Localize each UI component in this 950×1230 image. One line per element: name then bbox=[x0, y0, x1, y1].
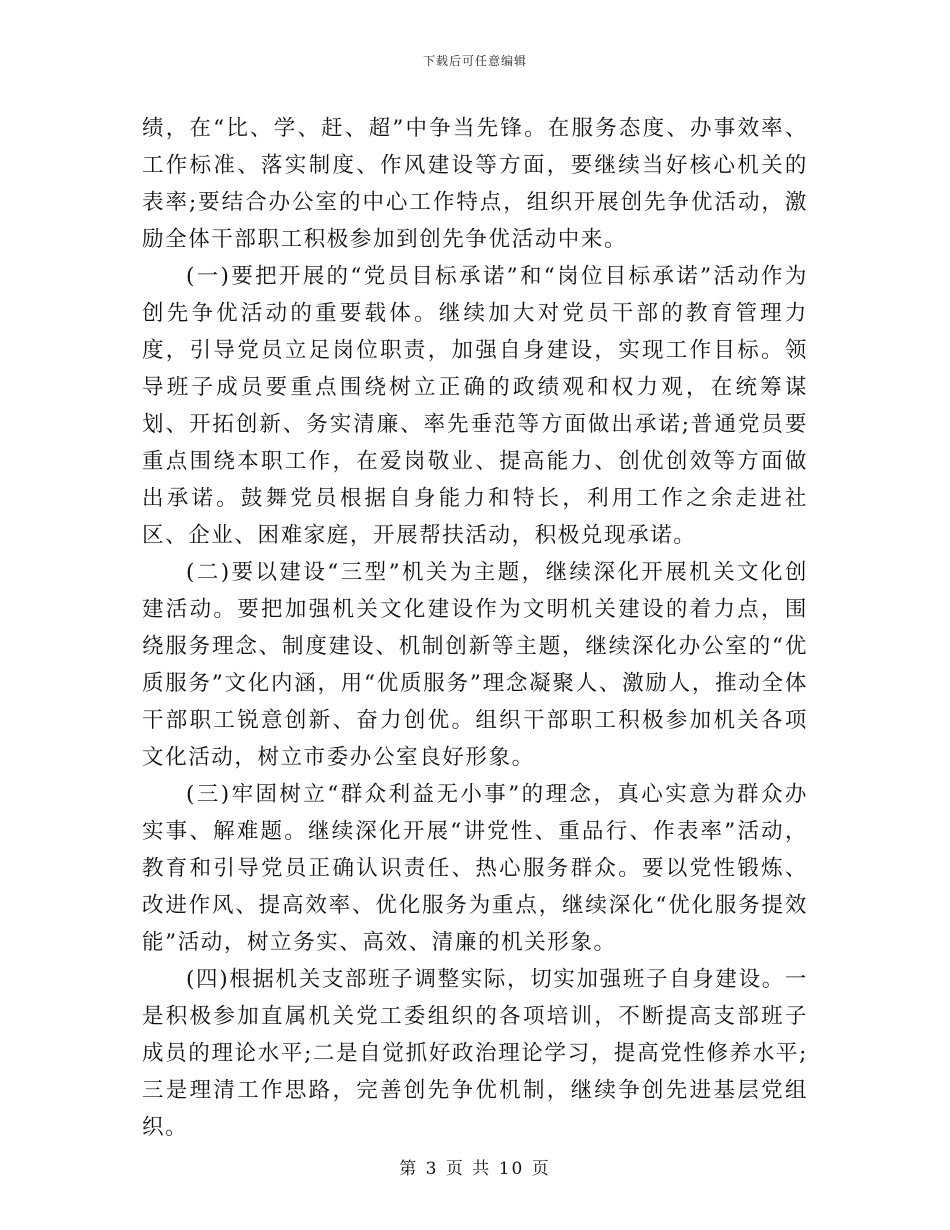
paragraph-item-2: (二)要以建设“三型”机关为主题，继续深化开展机关文化创建活动。要把加强机关文化建设作为文明机关建设的着力点，围绕服务理念、制度建设、机制创新等主题，继续深化办公室的“优质服务”文化内涵，用“优质服务”理念凝聚人、激励人，推动全体干部职工锐意创新、奋力创优。组织干部职工积极参加机关各项文化活动，树立市委办公室良好形象。 bbox=[142, 560, 808, 770]
document-body bbox=[142, 110, 808, 1146]
paragraph-item-3: (三)牢固树立“群众利益无小事”的理念，真心实意为群众办实事、解难题。继续深化开展“讲党性、重品行、作表率”活动，教育和引导党员正确认识责任、热心服务群众。要以党性锻炼、改进作风、提高效率、优化服务为重点，继续深化“优化服务提效能”活动，树立务实、高效、清廉的机关形象。 bbox=[142, 782, 808, 955]
paragraph-item-1: (一)要把开展的“党员目标承诺”和“岗位目标承诺”活动作为创先争优活动的重要载体。继续加大对党员干部的教育管理力度，引导党员立足岗位职责，加强自身建设，实现工作目标。领导班子成员要重点围绕树立正确的政绩观和权力观，在统筹谋划、开拓创新、务实清廉、率先垂范等方面做出承诺;普通党员要重点围绕本职工作，在爱岗敬业、提高能力、创优创效等方面做出承诺。鼓舞党员根据自身能力和特长，利用工作之余走进社区、企业、困难家庭，开展帮扶活动，积极兑现承诺。 bbox=[142, 264, 808, 548]
header-note: 下载后可任意编辑 bbox=[422, 54, 527, 68]
paragraph-item-4: (四)根据机关支部班子调整实际，切实加强班子自身建设。一是积极参加直属机关党工委组织的各项培训，不断提高支部班子成员的理论水平;二是自觉抓好政治理论学习，提高党性修养水平;三是理清工作思路，完善创先争优机制，继续争创先进基层党组织。 bbox=[142, 967, 808, 1140]
page-number-footer: 第 3 页 共 10 页 bbox=[399, 1159, 551, 1179]
paragraph-continuation: 绩，在“比、学、赶、超”中争当先锋。在服务态度、办事效率、工作标准、落实制度、作风建设等方面，要继续当好核心机关的表率;要结合办公室的中心工作特点，组织开展创先争优活动，激励全体干部职工积极参加到创先争优活动中来。 bbox=[142, 116, 808, 252]
